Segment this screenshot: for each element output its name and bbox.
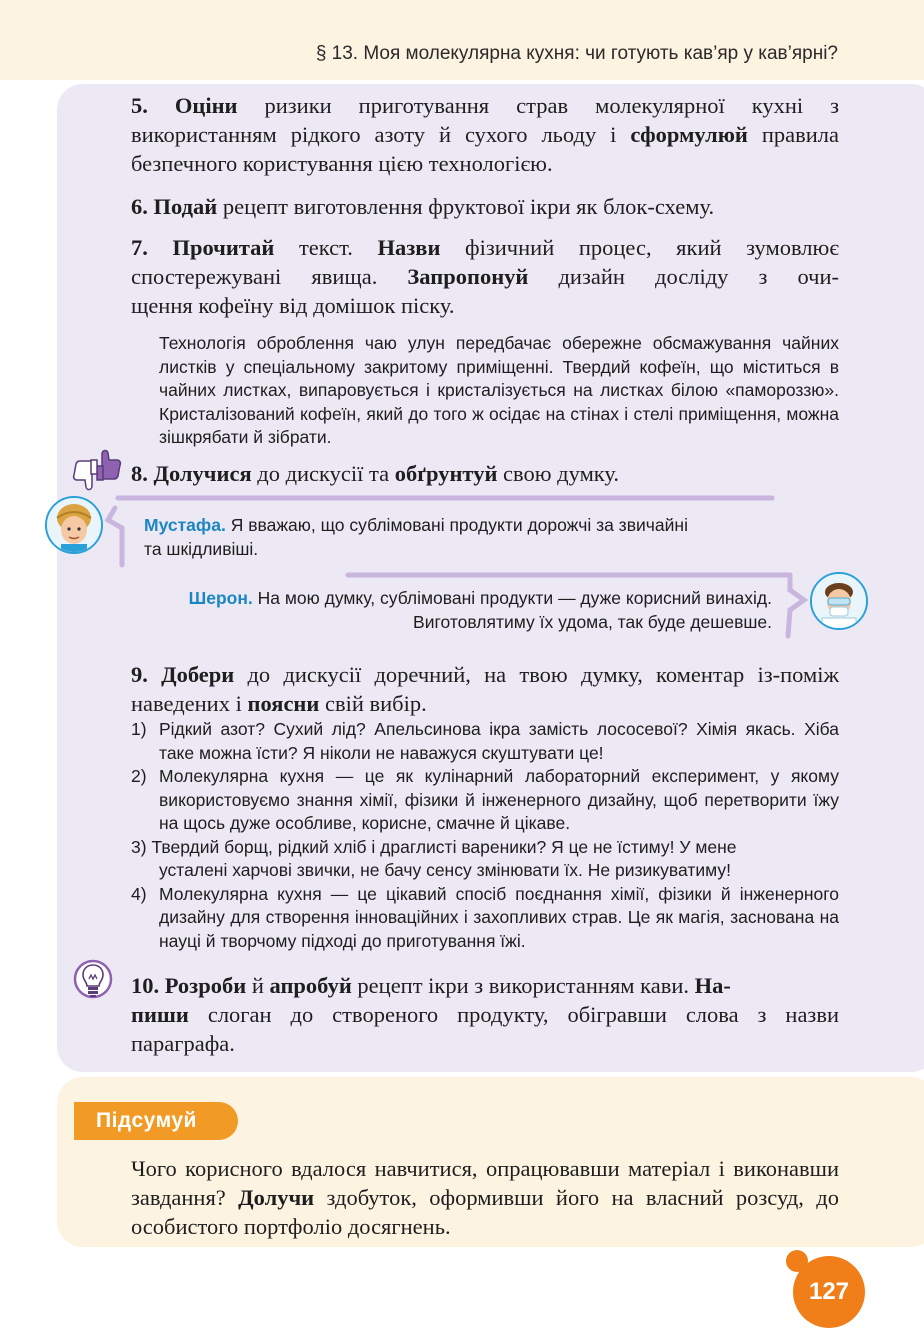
list-item xyxy=(131,883,839,954)
task-number: 8. xyxy=(131,461,148,486)
list-text: Рідкий азот? Сухий лід? Апельсинова ікра замість лососевої? Хімія якась. Хіба таке можна їсти? Я ніколи не наважуся скуштувати це! xyxy=(159,719,839,763)
summary-heading: Підсумуй xyxy=(74,1102,238,1140)
speech-text: Я вважаю, що сублімовані продукти дорожчі за звичайні та шкідливіші. xyxy=(144,515,688,559)
task-number: 9. xyxy=(131,662,148,687)
task-text: ризики приготування страв молекулярної кухні з використанням рідкого азоту й сухого льоду і xyxy=(131,93,839,147)
task-verb: Запропонуй xyxy=(407,264,529,289)
summary-text xyxy=(131,1154,839,1241)
task-text: фізичний процес, який зумовлює спостережувані явища. xyxy=(131,235,840,289)
section-title: § 13. Моя молекулярна кухня: чи готують кав’яр у кав’ярні? xyxy=(315,43,838,64)
task-text: рецепт виготовлення фруктової ікри як блок-схему. xyxy=(217,194,715,219)
task-verb: Прочитай xyxy=(172,235,275,260)
summary-text-part: Чого корисного вдалося навчитися, опрацювавши матеріал і виконавши завдання? xyxy=(131,1156,839,1210)
list-number: 2) xyxy=(131,766,147,786)
comment-options-list xyxy=(131,718,839,953)
task-verb: поясни xyxy=(247,691,320,716)
task-verb: обґрунтуй xyxy=(394,461,498,486)
task-number: 7. xyxy=(131,235,148,260)
task-text: текст. xyxy=(274,235,378,260)
lightbulb-icon xyxy=(73,957,113,1005)
list-text: Молекулярна кухня — це цікавий спосіб поєднання хімії, фізики й інженерного дизайну для створення інноваційних і захопливих страв. Це як магія, заснована на науці й творчому підході до приготування їжі. xyxy=(159,883,839,951)
task-text: до дискусії та xyxy=(251,461,395,486)
task-verb: Добери xyxy=(161,662,235,687)
task-text: рецепт ікри з використанням кави. xyxy=(351,973,695,998)
speech-mustafa xyxy=(144,513,704,561)
task-verb: апробуй xyxy=(269,973,352,998)
task-text: до дискусії доречний, на твою думку, коментар із-поміж наведених і xyxy=(131,662,840,716)
task-verb: Оціни xyxy=(174,93,238,118)
list-number: 1) xyxy=(131,719,147,739)
speaker-name: Мустафа. xyxy=(144,515,226,535)
task-verb: сформулюй xyxy=(630,122,748,147)
task-text: свою думку. xyxy=(497,461,620,486)
speech-text: На мою думку, сублімовані продукти — дуже корисний винахід. Виготовлятиму їх удома, так буде дешевше. xyxy=(252,588,772,632)
task-9 xyxy=(131,660,839,718)
task-verb: Назви xyxy=(377,235,441,260)
task-verb: На- xyxy=(694,973,731,998)
page-number: 127 xyxy=(793,1256,865,1328)
task-number: 5. xyxy=(131,93,148,118)
list-text: Молекулярна кухня — це як кулінарний лабораторний експеримент, у якому використовуємо знання хімії, фізики й інженерного дизайну, щоб перетворити їжу на щось дуже особливе, корисне, смачне й цікаве. xyxy=(159,766,839,833)
list-number: 4) xyxy=(131,883,147,904)
task-verb: Розроби xyxy=(164,973,247,998)
summary-text-part: здобуток, оформивши його на власний розсуд, до особистого портфоліо досягнень. xyxy=(131,1185,839,1239)
task-verb: Подай xyxy=(153,194,218,219)
task-text: свій вибір. xyxy=(319,691,427,716)
list-item xyxy=(131,765,839,836)
reading-text: Технологія оброблення чаю улун передбачає обережне обсмажування чайних листків у спеціальному закритому приміщенні. Твердий кофеїн, що міститься в чайних листках, випаровується і кристалізується на листках білою «памороззю». Кристалізований кофеїн, який до того ж осідає на стінах і стелі приміщення, можна зішкрябати й зібрати. xyxy=(159,333,839,447)
speech-sheron xyxy=(160,586,772,634)
speaker-name: Шерон. xyxy=(188,588,253,608)
task-verb: Долучи xyxy=(238,1185,315,1210)
task-verb: пиши xyxy=(131,1002,189,1027)
list-number: 3) xyxy=(131,836,147,857)
task-text: щення кофеїну від домішок піску. xyxy=(131,293,455,318)
list-item xyxy=(131,718,839,765)
task-text: слоган до створеного продукту, обігравши слова з назви параграфа. xyxy=(131,1002,839,1056)
task-text: й xyxy=(246,973,270,998)
boy-avatar-icon xyxy=(45,496,103,554)
task-text: правила безпечного користування цією технологією. xyxy=(131,122,839,176)
task-10 xyxy=(131,971,839,1058)
list-text: Твердий борщ, рідкий хліб і драглисті вареники? Я це не їстиму! У мене xyxy=(151,836,737,857)
scientist-avatar-icon xyxy=(810,572,868,630)
task-text: дизайн досліду з очи- xyxy=(528,264,840,289)
list-item xyxy=(131,836,839,883)
list-text: усталені харчові звички, не бачу сенсу змінювати їх. Не ризикуватиму! xyxy=(159,860,731,880)
task-number: 6. xyxy=(131,194,148,219)
task-number: 10. xyxy=(131,973,160,998)
task-verb: Долучися xyxy=(153,461,252,486)
